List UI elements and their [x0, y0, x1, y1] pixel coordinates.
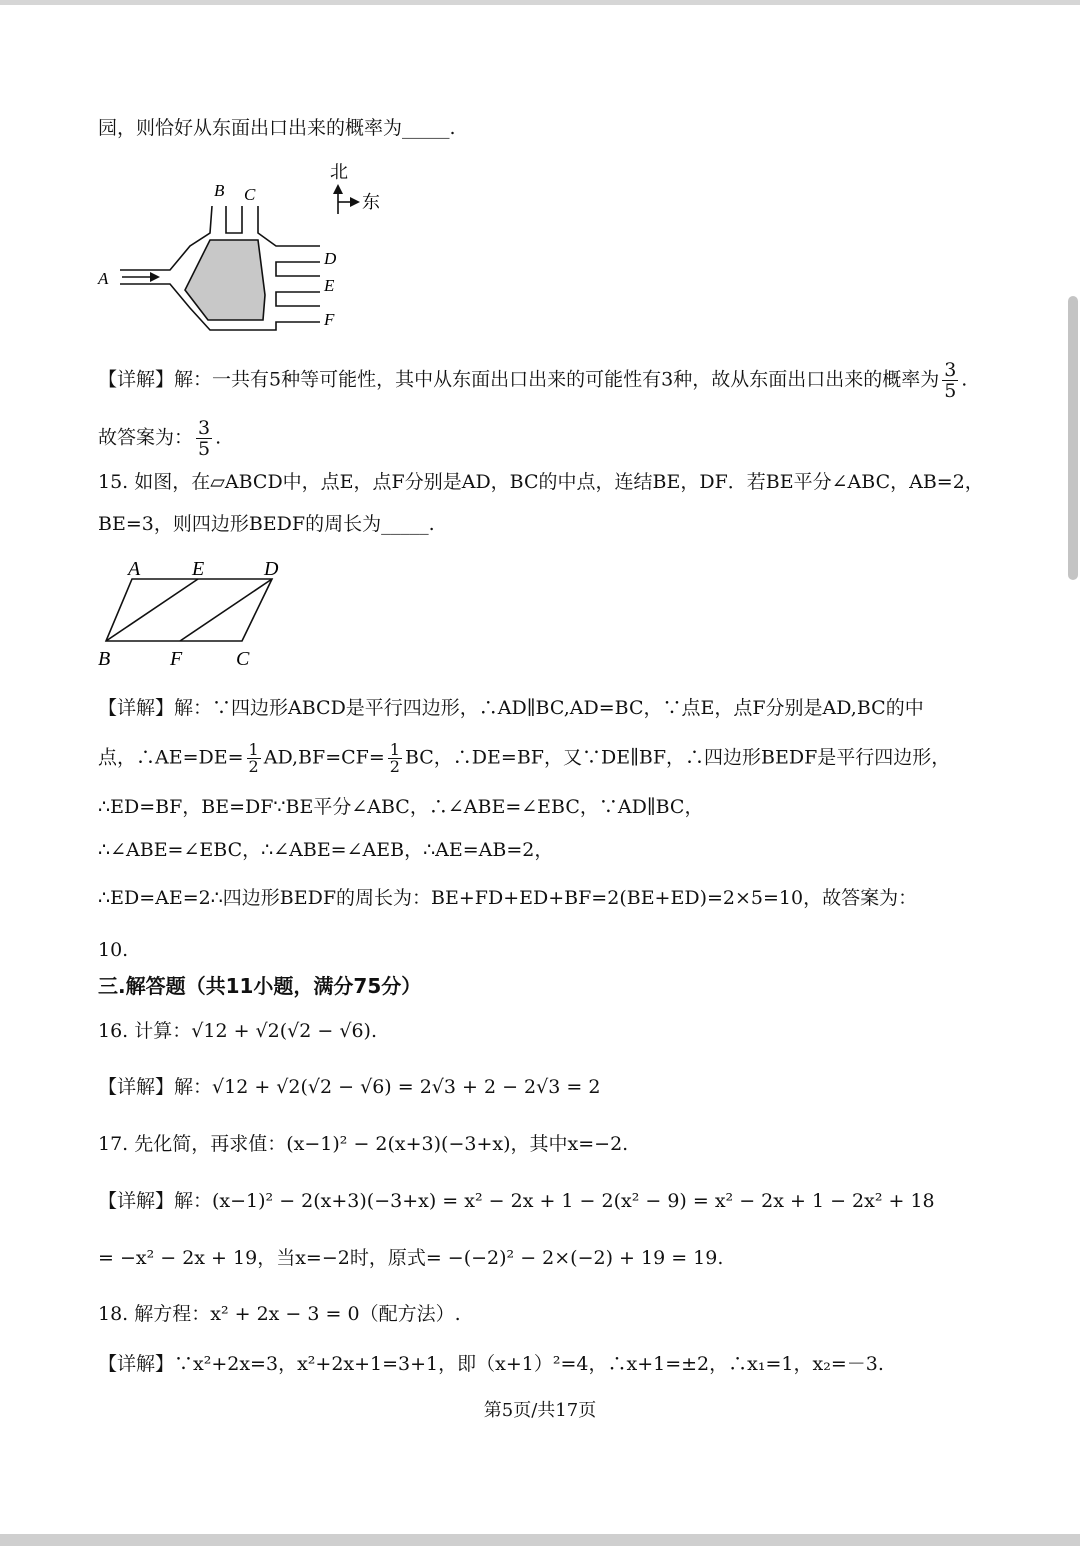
label-E: E: [324, 276, 335, 295]
q15-solution-l2: 点，∴AE=DE= $\frac{1}{2}$ AD,BF=CF= $\frac{1}{2}$ BC，∴DE=BF，又∵DE∥BF，∴四边形BEDF是平行四边形，: [98, 740, 951, 776]
label-B: B: [214, 181, 225, 200]
pg-label-F: F: [170, 648, 183, 670]
q15-line2: BE=3，则四边形BEDF的周长为_____.: [98, 513, 435, 535]
q15-solution-l5: ∴ED=AE=2∴四边形BEDF的周长为：BE+FD+ED+BF=2(BE+ED)=2×5=10，故答案为：: [98, 887, 918, 909]
east-label: 东: [362, 192, 380, 212]
q17-solution-l2: = −x² − 2x + 19，当x=−2时，原式= −(−2)² − 2×(−2) + 19 = 19.: [98, 1247, 724, 1269]
section-3-heading: 三.解答题（共11小题，满分75分）: [98, 974, 422, 998]
label-F: F: [324, 310, 335, 329]
pg-label-B: B: [98, 648, 111, 670]
q15-solution-l1: 【详解】解：∵四边形ABCD是平行四边形，∴AD∥BC,AD=BC，∵点E，点F分别是AD,BC的中: [98, 697, 924, 719]
pg-label-D: D: [264, 558, 279, 580]
q16: 16. 计算：√12 + √2(√2 − √6).: [98, 1020, 377, 1042]
parallelogram-figure: [92, 555, 302, 675]
pg-label-A: A: [128, 558, 141, 580]
label-A: A: [98, 269, 109, 288]
q14-answer: 故答案为： $\frac{3}{5}$ .: [98, 417, 222, 460]
q18-solution: 【详解】∵x²+2x=3，x²+2x+1=3+1，即（x+1）²=4，∴x+1=±2，∴x₁=1，x₂=－3.: [98, 1353, 884, 1375]
q18: 18. 解方程：x² + 2x − 3 = 0（配方法）.: [98, 1303, 461, 1325]
q15-solution-l6: 10.: [98, 939, 129, 961]
q14-tail: 园，则恰好从东面出口出来的概率为_____.: [98, 117, 456, 139]
label-C: C: [244, 185, 256, 204]
pg-label-C: C: [236, 648, 250, 670]
page-footer: 第5页/共17页: [483, 1400, 597, 1421]
north-label: 北: [330, 162, 348, 182]
q15-line1: 15. 如图，在▱ABCD中，点E，点F分别是AD，BC的中点，连结BE，DF．若BE平分∠ABC，AB=2，: [98, 471, 984, 493]
bottom-bar: [0, 1534, 1080, 1546]
q15-solution-l3: ∴ED=BF，BE=DF∵BE平分∠ABC，∴∠ABE=∠EBC，∵AD∥BC，: [98, 796, 704, 818]
q14-solution: 【详解】解：一共有5种等可能性，其中从东面出口出来的可能性有3种，故从东面出口出来的概率为 $\frac{3}{5}$ .: [98, 359, 968, 402]
pg-label-E: E: [192, 558, 205, 580]
q16-solution: 【详解】解：√12 + √2(√2 − √6) = 2√3 + 2 − 2√3 = 2: [98, 1076, 601, 1098]
q15-solution-l4: ∴∠ABE=∠EBC，∴∠ABE=∠AEB，∴AE=AB=2，: [98, 839, 554, 861]
maze-figure: [90, 158, 390, 338]
q17-solution-l1: 【详解】解：(x−1)² − 2(x+3)(−3+x) = x² − 2x + 1 − 2(x² − 9) = x² − 2x + 1 − 2x² + 18: [98, 1190, 935, 1212]
scrollbar[interactable]: [1068, 296, 1078, 580]
label-D: D: [324, 249, 337, 268]
top-bar: [0, 0, 1080, 5]
q17: 17. 先化简，再求值：(x−1)² − 2(x+3)(−3+x)，其中x=−2.: [98, 1133, 629, 1155]
